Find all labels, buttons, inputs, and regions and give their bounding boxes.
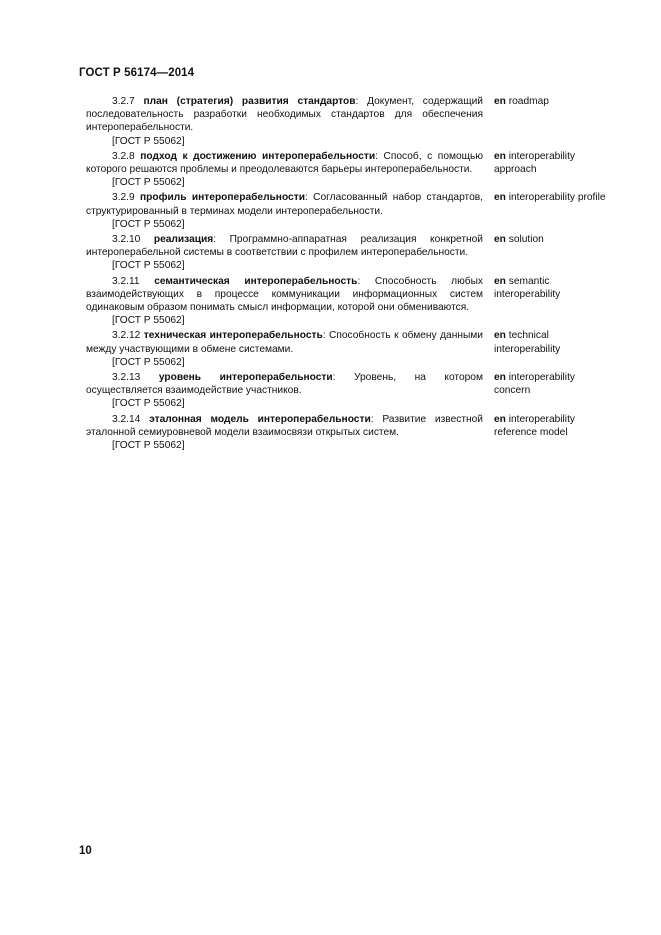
lang-code: en (494, 372, 506, 384)
term-definition: : Развитие известной эталонной семиуровневой модели взаимосвязи открытых систем. (86, 413, 483, 438)
term-entry (86, 233, 608, 273)
term-reference: [ГОСТ Р 55062] (112, 260, 185, 272)
term-equivalent (494, 233, 608, 273)
term-entry (86, 413, 608, 453)
equivalent-term: solution (508, 234, 544, 246)
term-equivalent (494, 329, 608, 369)
term-name: техническая интероперабельность (143, 330, 323, 342)
term-entry (86, 191, 608, 231)
term-reference: [ГОСТ Р 55062] (112, 398, 185, 410)
term-definition: : Документ, содержащий последовательность разработки необходимых стандартов для обеспечения интероперабельности. (86, 96, 483, 134)
term-equivalent (494, 191, 608, 231)
term-name: план (стратегия) развития стандартов (143, 96, 356, 107)
term-text (86, 413, 483, 453)
term-text (86, 329, 483, 369)
term-definition: : Способность любых взаимодействующих в процессе коммуникации информационных систем одинаковым образом понимать смысл информации, которой они обмениваются. (86, 275, 483, 314)
term-equivalent (494, 95, 608, 148)
term-reference: [ГОСТ Р 55062] (112, 218, 185, 230)
term-definition: : Согласованный набор стандартов, структурированный в терминах модели интероперабельности. (86, 192, 483, 217)
term-entry (86, 329, 608, 369)
equivalent-term: interoperability reference model (494, 413, 575, 438)
term-name: семантическая интероперабельность (154, 275, 358, 287)
term-text (86, 233, 483, 273)
term-number: 3.2.7 (112, 96, 135, 107)
term-text (86, 95, 483, 148)
term-number: 3.2.10 (112, 234, 141, 246)
term-text (86, 371, 483, 411)
term-number: 3.2.14 (112, 413, 141, 425)
term-entry (86, 95, 608, 148)
term-equivalent (494, 150, 608, 190)
equivalent-term: technical interoperability (494, 330, 561, 355)
term-name: уровень интероперабельности (158, 372, 333, 384)
term-name: профиль интероперабельности (140, 192, 305, 204)
term-entry (86, 275, 608, 328)
term-number: 3.2.12 (112, 330, 141, 342)
term-equivalent (494, 371, 608, 411)
term-reference: [ГОСТ Р 55062] (112, 440, 185, 452)
lang-code: en (494, 96, 506, 107)
term-definition: : Способ, с помощью которого решаются проблемы и преодолеваются барьеры интероперабельности. (86, 150, 483, 176)
term-definition: : Уровень, на котором осуществляется взаимодействие участников. (86, 372, 483, 397)
term-number: 3.2.8 (112, 150, 135, 162)
lang-code: en (494, 330, 506, 342)
term-entry (86, 150, 608, 190)
lang-code: en (494, 234, 506, 246)
term-text (86, 150, 483, 190)
equivalent-term: semantic interoperability (494, 275, 561, 300)
lang-code: en (494, 150, 506, 162)
term-number: 3.2.13 (112, 372, 141, 384)
term-equivalent (494, 413, 608, 453)
term-list (86, 95, 608, 454)
term-name: реализация (153, 234, 214, 246)
term-reference: [ГОСТ Р 55062] (112, 177, 185, 189)
term-name: подход к достижению интероперабельности (140, 150, 376, 162)
term-number: 3.2.11 (112, 275, 140, 287)
equivalent-term: interoperability approach (494, 150, 575, 176)
lang-code: en (494, 413, 506, 425)
page-number: 10 (79, 845, 92, 857)
equivalent-term: roadmap (508, 96, 549, 107)
document-header: ГОСТ Р 56174—2014 (79, 67, 195, 79)
term-number: 3.2.9 (112, 192, 135, 204)
term-entry (86, 371, 608, 411)
term-text (86, 191, 483, 231)
equivalent-term: interoperability profile (508, 192, 606, 204)
term-definition: : Способность к обмену данными между участвующими в обмене системами. (86, 330, 483, 355)
term-reference: [ГОСТ Р 55062] (112, 135, 185, 147)
lang-code: en (494, 192, 506, 204)
lang-code: en (494, 275, 506, 287)
term-reference: [ГОСТ Р 55062] (112, 356, 185, 368)
equivalent-term: interoperability concern (494, 372, 575, 397)
term-name: эталонная модель интероперабельности (149, 413, 371, 425)
term-definition: : Программно-аппаратная реализация конкретной интероперабельной системы в соответствии с профилем интероперабельности. (86, 234, 483, 259)
term-reference: [ГОСТ Р 55062] (112, 315, 185, 327)
term-text (86, 275, 483, 328)
term-equivalent (494, 275, 608, 328)
